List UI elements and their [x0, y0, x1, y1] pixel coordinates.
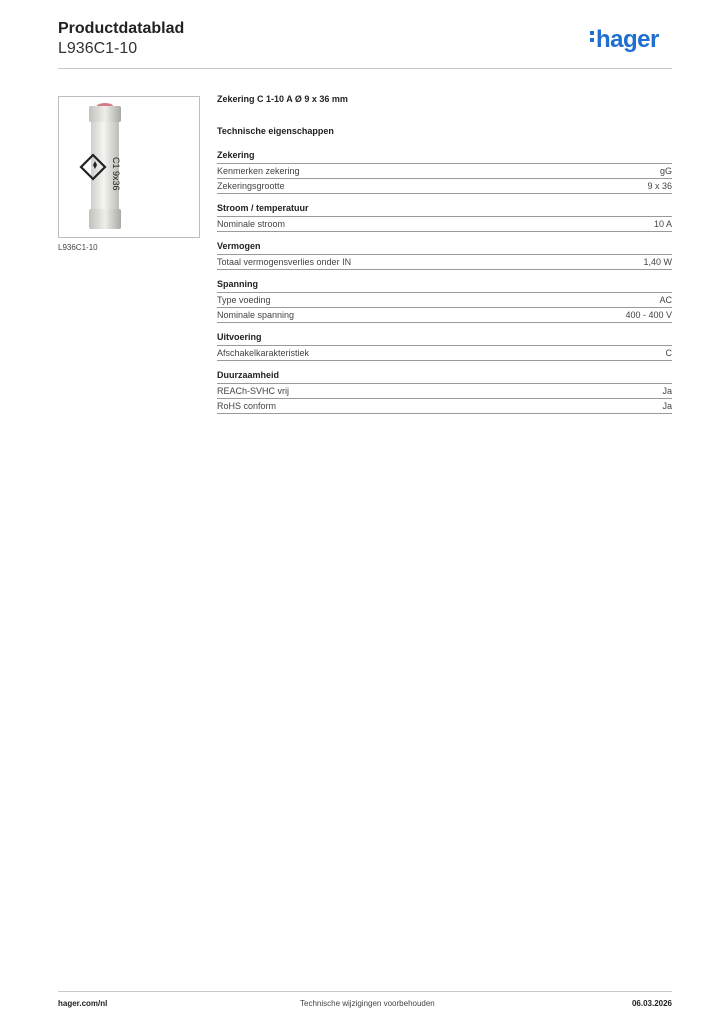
spec-label: Afschakelkarakteristiek	[217, 348, 310, 358]
footer-website[interactable]: hager.com/nl	[58, 999, 108, 1008]
spec-section	[217, 203, 672, 232]
section-heading: Spanning	[217, 279, 672, 293]
page-title: Productdatablad	[58, 20, 185, 37]
spec-sections	[217, 150, 672, 414]
product-image	[58, 96, 200, 238]
spec-label: REACh-SVHC vrij	[217, 386, 290, 396]
spec-label: Nominale stroom	[217, 219, 286, 229]
section-heading: Zekering	[217, 150, 672, 164]
footer-divider	[58, 991, 672, 992]
spec-label: Kenmerken zekering	[217, 166, 300, 176]
spec-value: gG	[659, 166, 672, 176]
spec-subtitle: Technische eigenschappen	[217, 126, 334, 136]
spec-row	[217, 308, 672, 323]
header-divider	[58, 68, 672, 69]
spec-row	[217, 399, 672, 414]
spec-section	[217, 150, 672, 194]
spec-content	[217, 94, 672, 423]
spec-label: Zekeringsgrootte	[217, 181, 285, 191]
product-title: Zekering C 1-10 A Ø 9 x 36 mm	[217, 94, 348, 104]
logo-dots-icon	[590, 28, 595, 45]
spec-row	[217, 217, 672, 232]
spec-value: 10 A	[653, 219, 672, 229]
spec-row	[217, 293, 672, 308]
section-heading: Uitvoering	[217, 332, 672, 346]
section-heading: Vermogen	[217, 241, 672, 255]
spec-value: Ja	[662, 386, 672, 396]
spec-label: RoHS conform	[217, 401, 277, 411]
spec-value: C	[665, 348, 672, 358]
spec-section	[217, 279, 672, 323]
spec-value: 9 x 36	[647, 181, 672, 191]
spec-row	[217, 255, 672, 270]
spec-section	[217, 241, 672, 270]
spec-value: 1,40 W	[643, 257, 672, 267]
spec-label: Nominale spanning	[217, 310, 295, 320]
spec-value: 400 - 400 V	[625, 310, 672, 320]
spec-row	[217, 164, 672, 179]
fuse-icon	[59, 97, 199, 237]
spec-value: Ja	[662, 401, 672, 411]
footer-date: 06.03.2026	[631, 999, 672, 1008]
logo-text: hager	[596, 26, 659, 53]
spec-label: Totaal vermogensverlies onder IN	[217, 257, 352, 267]
section-heading: Stroom / temperatuur	[217, 203, 672, 217]
footer-note: Technische wijzigingen voorbehouden	[300, 999, 435, 1008]
section-heading: Duurzaamheid	[217, 370, 672, 384]
image-caption: L936C1-10	[58, 243, 98, 252]
spec-row	[217, 384, 672, 399]
spec-row	[217, 346, 672, 361]
spec-row	[217, 179, 672, 194]
spec-section	[217, 332, 672, 361]
spec-section	[217, 370, 672, 414]
spec-value: AC	[659, 295, 672, 305]
spec-label: Type voeding	[217, 295, 271, 305]
fuse-marking: C1 9x36	[111, 157, 121, 191]
product-code: L936C1-10	[58, 40, 138, 57]
hager-logo	[590, 26, 659, 54]
